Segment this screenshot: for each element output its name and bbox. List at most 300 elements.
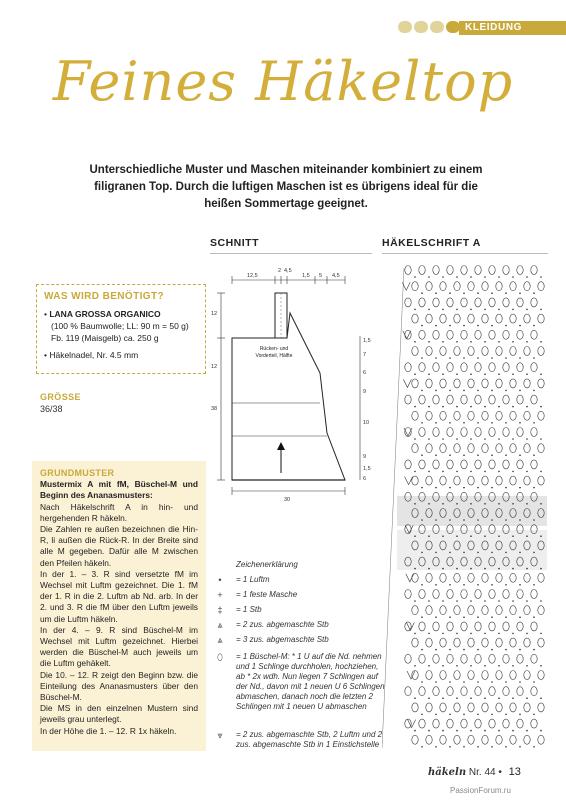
stitch-mark	[496, 411, 502, 420]
chain-dot	[526, 373, 528, 375]
stitch-mark	[468, 638, 474, 647]
chain-dot	[505, 487, 507, 489]
chain-dot	[414, 697, 416, 699]
chain-dot	[463, 487, 465, 489]
chain-dot	[505, 649, 507, 651]
chain-dot	[498, 633, 500, 635]
chain-dot	[540, 309, 542, 311]
chain-dot	[477, 487, 479, 489]
chain-dot	[540, 665, 542, 667]
schnitt-heading: SCHNITT	[210, 237, 259, 249]
chain-dot	[484, 665, 486, 667]
stitch-mark	[454, 282, 460, 291]
stitch-mark	[503, 687, 509, 696]
stitch-mark	[461, 687, 467, 696]
chain-dot	[449, 746, 451, 748]
chain-dot	[477, 584, 479, 586]
chain-dot	[470, 373, 472, 375]
chain-dot	[512, 503, 514, 505]
stitch-mark	[433, 622, 439, 631]
chain-dot	[498, 503, 500, 505]
stitch-mark	[419, 330, 425, 339]
stitch-mark	[496, 606, 502, 615]
chain-dot	[540, 438, 542, 440]
stitch-mark	[405, 395, 411, 404]
stitch-mark	[482, 476, 488, 485]
chain-dot	[414, 373, 416, 375]
chain-dot	[428, 633, 430, 635]
stitch-mark	[426, 347, 432, 356]
chain-dot	[491, 454, 493, 456]
stitch-mark	[524, 347, 530, 356]
chain-dot	[491, 325, 493, 327]
chain-dot	[540, 600, 542, 602]
dim-label: 1,5	[302, 273, 310, 279]
chain-dot	[477, 552, 479, 554]
pattern-paragraph: Nach Häkelschrift A in hin- und hergehenden R häkeln.	[40, 501, 198, 523]
cluster-icon: ⩔	[217, 730, 223, 740]
materials-heading: WAS WIRD BENÖTIGT?	[44, 291, 164, 302]
chain-dot	[477, 649, 479, 651]
stitch-mark	[440, 703, 446, 712]
chain-dot	[484, 535, 486, 537]
stitch-mark	[510, 282, 516, 291]
chain-dot	[442, 568, 444, 570]
dim-label: 12	[211, 364, 218, 370]
stitch-mark	[503, 395, 509, 404]
chain-dot	[477, 714, 479, 716]
yarn-color: Fb. 119 (Maisgelb) ca. 250 g	[51, 333, 159, 343]
stitch-mark	[447, 590, 453, 599]
stitch-mark	[433, 395, 439, 404]
stitch-mark	[482, 347, 488, 356]
stitch-mark	[475, 330, 481, 339]
chain-dot	[484, 730, 486, 732]
chain-dot	[435, 292, 437, 294]
stitch-mark	[517, 266, 523, 275]
page-title: Feines Häkeltop	[52, 50, 514, 113]
dim-label: 5	[319, 273, 323, 279]
chain-dot	[505, 325, 507, 327]
stitch-mark	[531, 590, 537, 599]
section-tag: KLEIDUNG	[459, 21, 566, 35]
schnitt-diagram	[205, 258, 375, 508]
chain-dot	[491, 681, 493, 683]
stitch-mark	[531, 654, 537, 663]
stitch-mark	[433, 428, 439, 437]
chain-dot	[414, 665, 416, 667]
chain-dot	[491, 714, 493, 716]
stitch-mark	[405, 687, 411, 696]
stitch-mark	[433, 687, 439, 696]
chain-dot	[484, 600, 486, 602]
chain-dot	[540, 568, 542, 570]
cluster-mark	[408, 720, 416, 728]
dim-label: 4,5	[284, 268, 292, 274]
stitch-mark	[468, 314, 474, 323]
stitch-mark	[468, 735, 474, 744]
stitch-mark	[461, 395, 467, 404]
chain-dot	[442, 665, 444, 667]
stitch-mark	[482, 573, 488, 582]
chain-dot	[435, 454, 437, 456]
legend-text: = 1 Stb	[236, 605, 262, 614]
chain-dot	[519, 292, 521, 294]
stitch-mark	[517, 590, 523, 599]
chain-dot	[442, 406, 444, 408]
chain-dot	[526, 568, 528, 570]
chain-dot	[477, 357, 479, 359]
chain-dot	[470, 309, 472, 311]
chain-dot	[456, 730, 458, 732]
stitch-mark	[517, 622, 523, 631]
chain-dot	[526, 730, 528, 732]
chain-dot	[414, 600, 416, 602]
stitch-mark	[461, 298, 467, 307]
stitch-mark	[475, 298, 481, 307]
chain-dot	[414, 503, 416, 505]
chain-dot	[498, 535, 500, 537]
stitch-mark	[531, 719, 537, 728]
stitch-mark	[433, 719, 439, 728]
stitch-mark	[475, 719, 481, 728]
chain-dot	[421, 357, 423, 359]
chain-dot	[484, 373, 486, 375]
section-dot	[430, 21, 444, 33]
chain-dot	[477, 422, 479, 424]
haekelschrift-chart	[382, 258, 548, 758]
chain-dot	[477, 616, 479, 618]
chain-dot	[477, 746, 479, 748]
chain-dot	[435, 552, 437, 554]
stitch-mark	[440, 379, 446, 388]
stitch-mark	[433, 363, 439, 372]
stitch-mark	[503, 719, 509, 728]
chain-dot	[512, 341, 514, 343]
chain-dot	[505, 584, 507, 586]
chain-dot	[491, 292, 493, 294]
stitch-mark	[538, 671, 544, 680]
stitch-mark	[531, 266, 537, 275]
chain-dot	[484, 438, 486, 440]
chain-dot	[421, 454, 423, 456]
legend-row	[210, 575, 390, 587]
stitch-mark	[419, 719, 425, 728]
stitch-mark	[412, 573, 418, 582]
stitch-mark	[489, 654, 495, 663]
stitch-mark	[496, 735, 502, 744]
chain-dot	[449, 422, 451, 424]
stitch-mark	[503, 428, 509, 437]
chain-dot	[414, 309, 416, 311]
footer-separator: •	[498, 767, 502, 778]
chain-dot	[533, 390, 535, 392]
stitch-mark	[412, 314, 418, 323]
stitch-mark	[496, 476, 502, 485]
stitch-mark	[510, 606, 516, 615]
stitch-mark	[426, 703, 432, 712]
chain-dot	[540, 535, 542, 537]
chain-dot	[442, 503, 444, 505]
chain-dot	[519, 454, 521, 456]
chain-dot	[456, 276, 458, 278]
chain-dot	[456, 438, 458, 440]
chain-dot	[442, 373, 444, 375]
stitch-mark	[433, 460, 439, 469]
chain-dot	[526, 471, 528, 473]
chain-dot	[456, 600, 458, 602]
stitch-mark	[426, 606, 432, 615]
pattern-paragraph: Die Zahlen re außen bezeichnen die Hin-R, li außen die Rück-R. In der Breite sind alle M gegeben. Dafür alle M zwischen den Pfeilen häkeln.	[40, 524, 198, 568]
chain-dot	[442, 730, 444, 732]
stitch-mark	[461, 654, 467, 663]
stitch-mark	[503, 363, 509, 372]
stitch-mark	[454, 314, 460, 323]
chain-dot	[456, 535, 458, 537]
stitch-mark	[538, 444, 544, 453]
chain-dot	[421, 422, 423, 424]
stitch-mark	[517, 330, 523, 339]
materials-item: • Häkelnadel, Nr. 4.5 mm	[44, 350, 139, 360]
chain-dot	[505, 519, 507, 521]
chain-dot	[428, 503, 430, 505]
stitch-mark	[496, 671, 502, 680]
chain-dot	[519, 584, 521, 586]
chain-dot	[533, 325, 535, 327]
size-value: 36/38	[40, 404, 63, 414]
stitch-mark	[517, 298, 523, 307]
chain-dot	[428, 697, 430, 699]
chain-dot	[512, 665, 514, 667]
stitch-mark	[482, 314, 488, 323]
stitch-mark	[503, 590, 509, 599]
stitch-mark	[447, 654, 453, 663]
chain-dot	[428, 341, 430, 343]
stitch-mark	[419, 460, 425, 469]
chain-dot	[484, 633, 486, 635]
chain-icon: •	[218, 575, 222, 585]
chain-dot	[414, 535, 416, 537]
chain-dot	[470, 730, 472, 732]
stitch-mark	[433, 266, 439, 275]
stitch-mark	[461, 719, 467, 728]
stitch-mark	[510, 703, 516, 712]
stitch-mark	[468, 282, 474, 291]
chain-dot	[463, 746, 465, 748]
chain-dot	[498, 438, 500, 440]
stitch-mark	[461, 590, 467, 599]
chain-dot	[498, 406, 500, 408]
stitch-mark	[447, 395, 453, 404]
legend-text: = 1 feste Masche	[236, 590, 298, 599]
dim-label: 1,5	[363, 466, 371, 472]
stitch-mark	[489, 298, 495, 307]
chain-dot	[533, 746, 535, 748]
stitch-mark	[440, 411, 446, 420]
stitch-mark	[510, 411, 516, 420]
magazine-name: häkeln	[428, 767, 467, 778]
stitch-mark	[475, 395, 481, 404]
chain-dot	[456, 568, 458, 570]
chain-dot	[428, 730, 430, 732]
stitch-mark	[496, 347, 502, 356]
chain-dot	[470, 471, 472, 473]
stitch-mark	[468, 347, 474, 356]
dim-label: 12,5	[247, 273, 258, 279]
section-dot-active	[446, 21, 460, 33]
dim-label: 2	[278, 268, 282, 274]
stitch-mark	[454, 379, 460, 388]
chain-dot	[421, 487, 423, 489]
stitch-mark	[426, 735, 432, 744]
chain-dot	[512, 373, 514, 375]
chain-dot	[526, 633, 528, 635]
chain-dot	[498, 276, 500, 278]
chain-dot	[428, 471, 430, 473]
stitch-mark	[531, 687, 537, 696]
chain-dot	[470, 276, 472, 278]
chain-dot	[533, 584, 535, 586]
chain-dot	[414, 406, 416, 408]
legend-text: = 1 Büschel-M: * 1 U auf die Nd. nehmen und 1 Schlinge durchholen, hochziehen, ab * 2x wdh. Nun liegen 7 Schlingen auf der Nd., davon mit 1 neuen U 6 Schlingen abmaschen, danach noch die letzten 2 Schlingen mit 1 neuen U abmaschen	[236, 652, 385, 711]
stitch-mark	[517, 687, 523, 696]
pattern-paragraph: In der Höhe die 1. – 12. R 1x häkeln.	[40, 725, 177, 736]
stitch-mark	[496, 703, 502, 712]
stitch-mark	[517, 654, 523, 663]
chain-dot	[428, 406, 430, 408]
chain-dot	[421, 292, 423, 294]
chain-dot	[456, 373, 458, 375]
chain-dot	[477, 454, 479, 456]
chain-dot	[477, 681, 479, 683]
chain-dot	[540, 697, 542, 699]
stitch-mark	[461, 330, 467, 339]
stitch-mark	[454, 703, 460, 712]
stitch-mark	[468, 573, 474, 582]
stitch-mark	[538, 606, 544, 615]
page-footer	[428, 766, 521, 778]
stitch-mark	[531, 330, 537, 339]
stitch-mark	[447, 266, 453, 275]
stitch-mark	[475, 590, 481, 599]
stitch-mark	[447, 428, 453, 437]
pattern-paragraph: Die MS in den einzelnen Mustern sind jeweils grau unterlegt.	[40, 703, 198, 725]
chain-dot	[435, 584, 437, 586]
stitch-mark	[412, 703, 418, 712]
chain-dot	[512, 633, 514, 635]
stitch-mark	[531, 363, 537, 372]
dim-label: 6	[363, 476, 367, 482]
three-dc-together-icon: ⩓	[217, 635, 223, 645]
legend-text: = 3 zus. abgemaschte Stb	[236, 635, 329, 644]
chain-dot	[463, 357, 465, 359]
chain-dot	[491, 584, 493, 586]
dim-label: 9	[363, 454, 367, 460]
stitch-mark	[517, 460, 523, 469]
chain-dot	[526, 406, 528, 408]
cluster-mark	[407, 671, 415, 679]
chain-dot	[526, 697, 528, 699]
chain-dot	[512, 406, 514, 408]
stitch-mark	[412, 476, 418, 485]
chain-dot	[533, 552, 535, 554]
size-heading: GRÖSSE	[40, 392, 81, 402]
chain-dot	[512, 438, 514, 440]
stitch-mark	[461, 460, 467, 469]
stitch-mark	[517, 719, 523, 728]
stitch-mark	[489, 687, 495, 696]
chain-dot	[414, 276, 416, 278]
stitch-mark	[482, 411, 488, 420]
chain-dot	[512, 276, 514, 278]
chain-dot	[442, 341, 444, 343]
chain-dot	[449, 390, 451, 392]
stitch-mark	[440, 671, 446, 680]
chain-dot	[428, 665, 430, 667]
stitch-mark	[447, 687, 453, 696]
chain-dot	[456, 309, 458, 311]
stitch-mark	[440, 735, 446, 744]
stitch-mark	[454, 606, 460, 615]
stitch-mark	[405, 298, 411, 307]
chain-dot	[435, 519, 437, 521]
stitch-mark	[531, 395, 537, 404]
chain-dot	[442, 633, 444, 635]
chain-dot	[428, 309, 430, 311]
stitch-mark	[454, 444, 460, 453]
chain-dot	[421, 681, 423, 683]
chain-dot	[470, 341, 472, 343]
stitch-mark	[468, 476, 474, 485]
pattern-box	[32, 461, 206, 751]
stitch-mark	[419, 266, 425, 275]
chain-dot	[428, 373, 430, 375]
chain-dot	[414, 633, 416, 635]
stitch-mark	[524, 314, 530, 323]
stitch-mark	[475, 687, 481, 696]
chain-dot	[477, 325, 479, 327]
stitch-mark	[426, 671, 432, 680]
stitch-mark	[538, 476, 544, 485]
stitch-mark	[496, 638, 502, 647]
cluster-mark	[403, 331, 411, 339]
chain-dot	[463, 649, 465, 651]
pattern-paragraph: In der 1. – 3. R sind versetzte fM im Wechsel mit Luftm gezeichnet. Die 1. fM der 1. R in die 2. Luftm ab Nd. arb. In der 2. und 3. R die fM über den Luftm jeweils um die Luftm häkeln.	[40, 568, 198, 624]
chain-dot	[526, 503, 528, 505]
stitch-mark	[454, 638, 460, 647]
stitch-mark	[426, 573, 432, 582]
stitch-mark	[419, 298, 425, 307]
stitch-mark	[412, 379, 418, 388]
chain-dot	[519, 390, 521, 392]
chain-dot	[421, 649, 423, 651]
chain-dot	[519, 681, 521, 683]
dim-label: 38	[211, 406, 218, 412]
chain-dot	[505, 746, 507, 748]
stitch-mark	[426, 314, 432, 323]
chain-dot	[449, 454, 451, 456]
stitch-mark	[405, 363, 411, 372]
stitch-mark	[454, 411, 460, 420]
stitch-mark	[538, 411, 544, 420]
cluster-mark	[405, 477, 413, 485]
stitch-mark	[524, 638, 530, 647]
intro-text: Unterschiedliche Muster und Maschen miteinander kombiniert zu einem filigranen Top. Durch die luftigen Maschen ist es übrigens ideal für die heißen Sommertage geeignet.	[89, 164, 483, 210]
stitch-mark	[440, 314, 446, 323]
stitch-mark	[524, 606, 530, 615]
stitch-mark	[454, 573, 460, 582]
haekelschrift-heading: HÄKELSCHRIFT A	[382, 237, 481, 249]
